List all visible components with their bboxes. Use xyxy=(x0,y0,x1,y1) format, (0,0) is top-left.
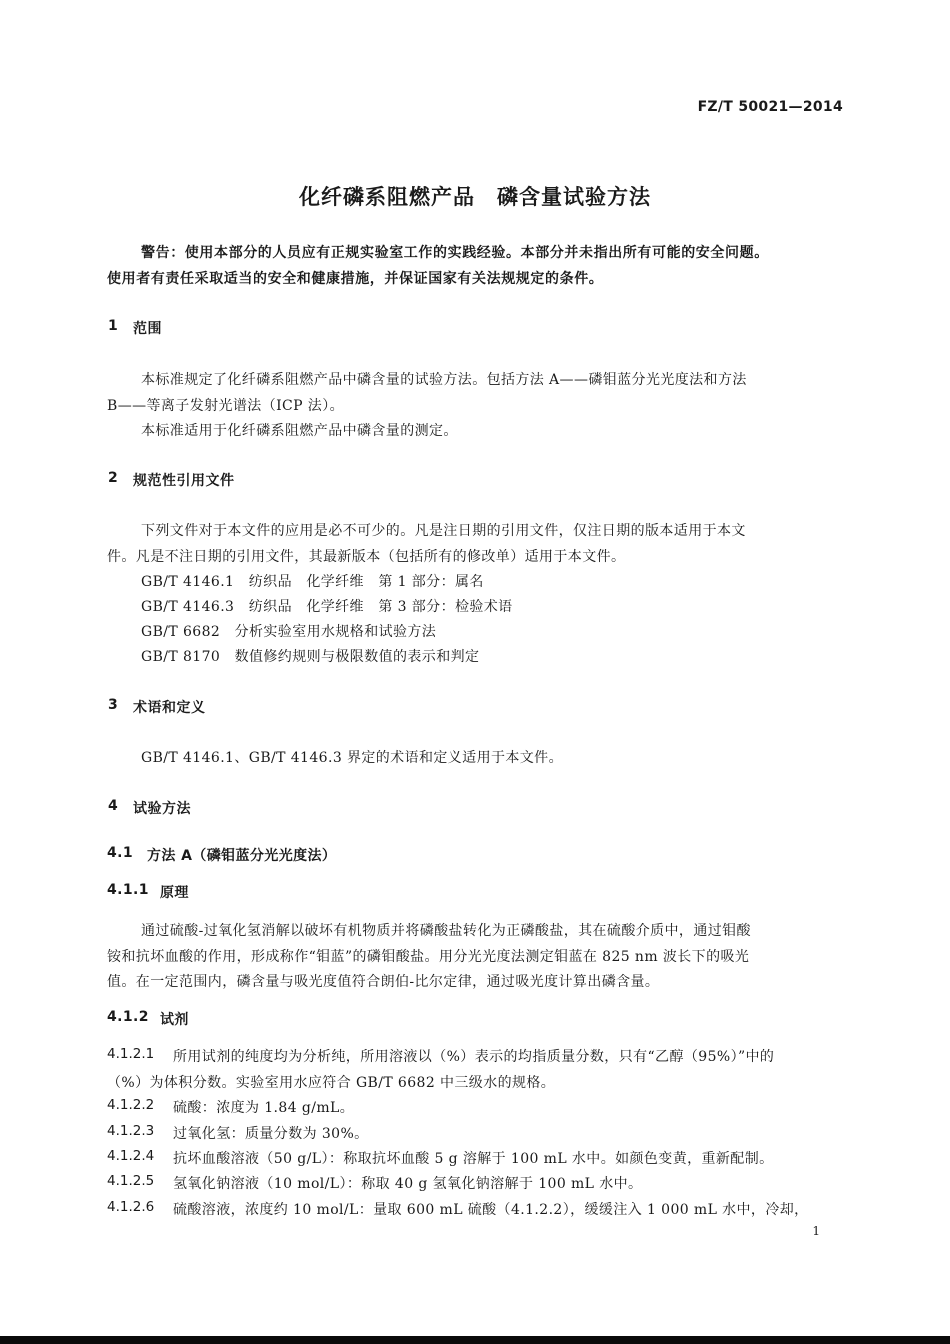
warning-line-2: 使用者有责任采取适当的安全和健康措施，并保证国家有关法规规定的条件。 xyxy=(107,271,604,287)
subsection-4-1-number: 4.1 xyxy=(107,845,134,861)
clause-number: 4.1.2.6 xyxy=(107,1199,155,1215)
principle-line-2: 铵和抗坏血酸的作用，形成称作“钼蓝”的磷钼酸盐。用分光光度法测定钼蓝在 825 nm 波长下的吸光 xyxy=(107,949,750,965)
clause-text: 硫酸溶液，浓度约 10 mol/L：量取 600 mL 硫酸（4.1.2.2），缓缓注入 1 000 mL 水中，冷却， xyxy=(173,1202,809,1218)
section-2-title: 规范性引用文件 xyxy=(133,473,235,489)
section-2-para-line-2: 件。凡是不注日期的引用文件，其最新版本（包括所有的修改单）适用于本文件。 xyxy=(107,549,626,565)
reference-item: GB/T 6682 分析实验室用水规格和试验方法 xyxy=(141,624,437,640)
subsection-4-1-2-title: 试剂 xyxy=(160,1012,189,1028)
standard-number: FZ/T 50021—2014 xyxy=(697,99,843,115)
clause-text: 所用试剂的纯度均为分析纯，所用溶液以（%）表示的均指质量分数，只有“乙醇（95%）”中的 xyxy=(173,1049,775,1065)
section-2-para-line-1: 下列文件对于本文件的应用是必不可少的。凡是注日期的引用文件，仅注日期的版本适用于本文 xyxy=(141,523,746,539)
section-1-para-1-line-1: 本标准规定了化纤磷系阻燃产品中磷含量的试验方法。包括方法 A——磷钼蓝分光光度法和方法 xyxy=(141,372,747,388)
clause-text-continued: （%）为体积分数。实验室用水应符合 GB/T 6682 中三级水的规格。 xyxy=(107,1075,556,1091)
subsection-4-1-title: 方法 A（磷钼蓝分光光度法） xyxy=(147,848,337,864)
section-1-title: 范围 xyxy=(133,321,162,337)
section-3-para: GB/T 4146.1、GB/T 4146.3 界定的术语和定义适用于本文件。 xyxy=(141,750,563,766)
subsection-4-1-1-number: 4.1.1 xyxy=(107,882,149,898)
warning-line-1: 警告：使用本部分的人员应有正规实验室工作的实践经验。本部分并未指出所有可能的安全问题。 xyxy=(141,245,769,261)
section-2-number: 2 xyxy=(108,470,119,486)
section-4-title: 试验方法 xyxy=(133,801,191,817)
clause-text: 硫酸：浓度为 1.84 g/mL。 xyxy=(173,1100,355,1116)
document-title: 化纤磷系阻燃产品 磷含量试验方法 xyxy=(299,185,651,209)
section-1-para-2: 本标准适用于化纤磷系阻燃产品中磷含量的测定。 xyxy=(141,423,458,439)
page-bottom-border xyxy=(0,1336,950,1344)
reference-item: GB/T 4146.3 纺织品 化学纤维 第 3 部分：检验术语 xyxy=(141,599,513,615)
clause-number: 4.1.2.5 xyxy=(107,1173,155,1189)
clause-number: 4.1.2.3 xyxy=(107,1123,155,1139)
clause-text: 氢氧化钠溶液（10 mol/L）：称取 40 g 氢氧化钠溶解于 100 mL 水中。 xyxy=(173,1176,643,1192)
clause-text: 过氧化氢：质量分数为 30%。 xyxy=(173,1126,369,1142)
clause-number: 4.1.2.2 xyxy=(107,1097,155,1113)
section-1-number: 1 xyxy=(108,318,119,334)
subsection-4-1-1-title: 原理 xyxy=(160,885,189,901)
section-3-title: 术语和定义 xyxy=(133,700,206,716)
section-1-para-1-line-2: B——等离子发射光谱法（ICP 法）。 xyxy=(107,398,344,414)
principle-line-3: 值。在一定范围内，磷含量与吸光度值符合朗伯-比尔定律，通过吸光度计算出磷含量。 xyxy=(107,974,660,990)
subsection-4-1-2-number: 4.1.2 xyxy=(107,1009,149,1025)
clause-number: 4.1.2.4 xyxy=(107,1148,155,1164)
clause-number: 4.1.2.1 xyxy=(107,1046,155,1062)
reference-item: GB/T 4146.1 纺织品 化学纤维 第 1 部分：属名 xyxy=(141,574,484,590)
clause-text: 抗坏血酸溶液（50 g/L）：称取抗坏血酸 5 g 溶解于 100 mL 水中。如颜色变黄，重新配制。 xyxy=(173,1151,774,1167)
section-3-number: 3 xyxy=(108,697,119,713)
page-number: 1 xyxy=(812,1224,820,1238)
section-4-number: 4 xyxy=(108,798,119,814)
reference-item: GB/T 8170 数值修约规则与极限数值的表示和判定 xyxy=(141,649,480,665)
principle-line-1: 通过硫酸-过氧化氢消解以破坏有机物质并将磷酸盐转化为正磷酸盐，其在硫酸介质中，通过钼酸 xyxy=(141,923,751,939)
